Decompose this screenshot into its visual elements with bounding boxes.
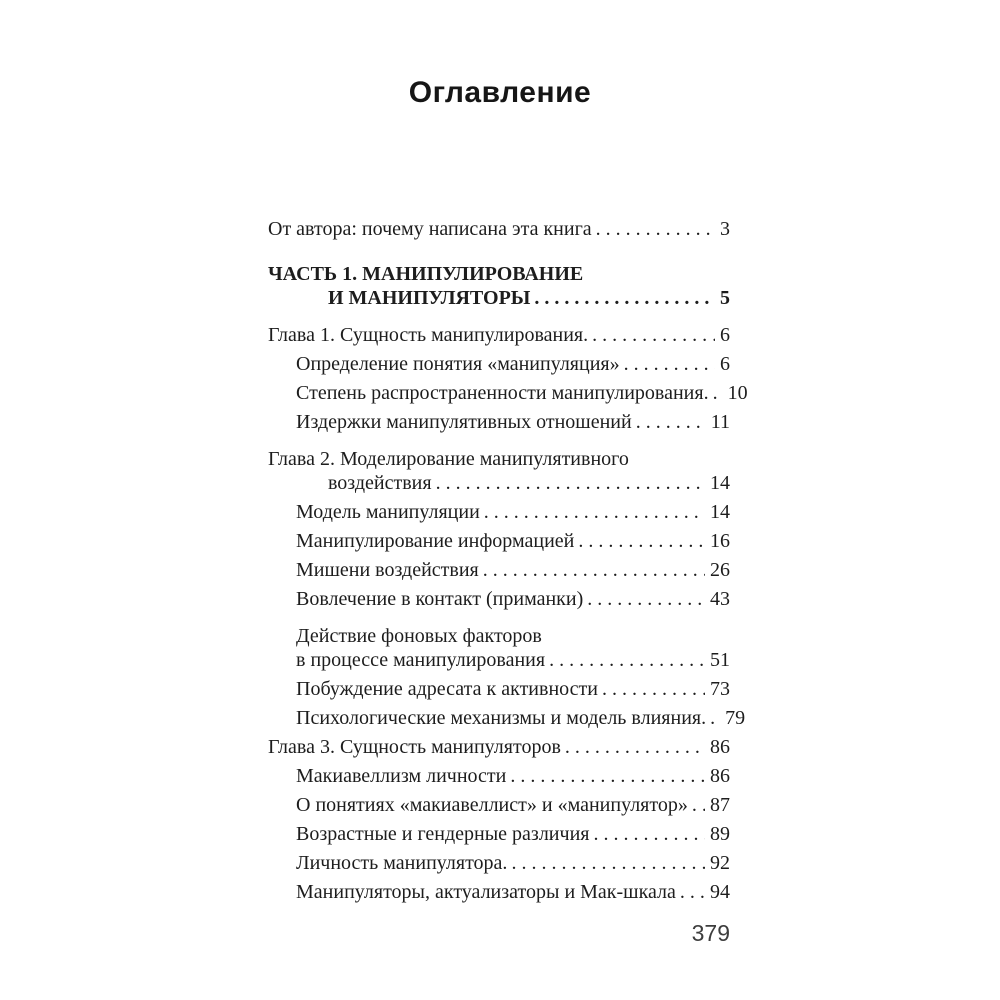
entry-label: Макиавеллизм личности bbox=[296, 765, 507, 787]
entry-page-number: 86 bbox=[710, 736, 730, 758]
toc-entry bbox=[268, 558, 730, 582]
entry-page-number: 87 bbox=[710, 794, 730, 816]
dot-leader bbox=[506, 764, 705, 788]
dot-leader bbox=[480, 500, 705, 524]
toc-entry bbox=[268, 587, 730, 611]
toc-entry bbox=[268, 677, 730, 701]
entry-page-number: 5 bbox=[720, 287, 730, 309]
toc-line bbox=[268, 624, 730, 648]
entry-page-number: 79 bbox=[725, 707, 746, 729]
toc-line bbox=[268, 587, 730, 611]
dot-leader bbox=[561, 735, 705, 759]
toc-line bbox=[268, 500, 730, 524]
toc-entry bbox=[268, 381, 748, 405]
toc-entry bbox=[268, 410, 730, 434]
toc-line bbox=[268, 880, 730, 904]
toc-entry bbox=[268, 764, 730, 788]
entry-label: Личность манипулятора. bbox=[296, 852, 508, 874]
toc-line bbox=[268, 764, 730, 788]
entry-label: О понятиях «макиавеллист» и «манипулятор» bbox=[296, 794, 688, 816]
toc-line bbox=[268, 410, 730, 434]
dot-leader bbox=[545, 648, 705, 672]
entry-page-number: 14 bbox=[710, 472, 730, 494]
dot-leader bbox=[507, 851, 705, 875]
toc-entry bbox=[268, 262, 730, 310]
entry-page-number: 6 bbox=[720, 353, 730, 375]
toc-entry bbox=[268, 735, 730, 759]
toc-line bbox=[268, 217, 730, 241]
entry-label: в процессе манипулирования bbox=[296, 649, 546, 671]
entry-page-number: 26 bbox=[710, 559, 730, 581]
entry-label: Действие фоновых факторов bbox=[296, 625, 542, 647]
toc-line bbox=[268, 735, 730, 759]
entry-label: Побуждение адресата к активности bbox=[296, 678, 598, 700]
dot-leader bbox=[583, 587, 705, 611]
dot-leader bbox=[709, 381, 723, 405]
entry-page-number: 6 bbox=[720, 324, 730, 346]
toc-entry bbox=[268, 793, 730, 817]
toc-line bbox=[268, 323, 730, 347]
dot-leader bbox=[676, 880, 705, 904]
toc-entry bbox=[268, 352, 730, 376]
dot-leader bbox=[598, 677, 705, 701]
toc-line bbox=[268, 706, 746, 730]
dot-leader bbox=[574, 529, 705, 553]
entry-label: Глава 2. Моделирование манипулятивного bbox=[268, 448, 629, 470]
entry-label: воздействия bbox=[328, 472, 432, 494]
toc-line bbox=[268, 822, 730, 846]
dot-leader bbox=[632, 410, 706, 434]
dot-leader bbox=[588, 323, 715, 347]
entry-label: Манипуляторы, актуализаторы и Мак-шкала bbox=[296, 881, 676, 903]
entry-label: Мишени воздействия bbox=[296, 559, 479, 581]
entry-page-number: 11 bbox=[710, 411, 730, 433]
entry-page-number: 89 bbox=[710, 823, 730, 845]
toc-entry bbox=[268, 529, 730, 553]
toc-entry bbox=[268, 447, 730, 495]
entry-page-number: 10 bbox=[727, 382, 748, 404]
toc-entry bbox=[268, 706, 746, 730]
entry-label: Психологические механизмы и модель влияния. bbox=[296, 707, 707, 729]
entry-label: И МАНИПУЛЯТОРЫ bbox=[328, 287, 531, 309]
toc-list bbox=[268, 217, 748, 904]
entry-label: Степень распространенности манипулирования. bbox=[296, 382, 709, 404]
entry-page-number: 3 bbox=[720, 218, 730, 240]
dot-leader bbox=[620, 352, 715, 376]
entry-label: Глава 1. Сущность манипулирования. bbox=[268, 324, 589, 346]
toc-line bbox=[268, 471, 730, 495]
toc-line bbox=[268, 352, 730, 376]
dot-leader bbox=[706, 706, 720, 730]
entry-label: Определение понятия «манипуляция» bbox=[296, 353, 620, 375]
toc-line bbox=[268, 381, 748, 405]
toc-entry bbox=[268, 851, 730, 875]
entry-label: Возрастные и гендерные различия bbox=[296, 823, 590, 845]
page-title: Оглавление bbox=[408, 76, 592, 109]
dot-leader bbox=[688, 793, 705, 817]
toc-entry bbox=[268, 880, 730, 904]
toc-line bbox=[268, 529, 730, 553]
entry-label: Издержки манипулятивных отношений bbox=[296, 411, 632, 433]
dot-leader bbox=[530, 286, 715, 310]
entry-page-number: 86 bbox=[710, 765, 730, 787]
entry-label: От автора: почему написана эта книга bbox=[268, 218, 592, 240]
toc-entry bbox=[268, 822, 730, 846]
toc-line bbox=[268, 793, 730, 817]
dot-leader bbox=[479, 558, 705, 582]
toc-line bbox=[268, 558, 730, 582]
entry-page-number: 14 bbox=[710, 501, 730, 523]
dot-leader bbox=[592, 217, 715, 241]
toc-line bbox=[268, 677, 730, 701]
toc-line bbox=[268, 851, 730, 875]
toc-entry bbox=[268, 217, 730, 241]
entry-page-number: 73 bbox=[710, 678, 730, 700]
toc-line bbox=[268, 262, 730, 286]
toc-line bbox=[268, 648, 730, 672]
entry-label: Модель манипуляции bbox=[296, 501, 480, 523]
toc-entry bbox=[268, 624, 730, 672]
entry-page-number: 94 bbox=[710, 881, 730, 903]
entry-page-number: 43 bbox=[710, 588, 730, 610]
entry-label: Вовлечение в контакт (приманки) bbox=[296, 588, 584, 610]
dot-leader bbox=[432, 471, 705, 495]
toc-line bbox=[268, 286, 730, 310]
toc-entry bbox=[268, 323, 730, 347]
toc-entry bbox=[268, 500, 730, 524]
entry-page-number: 92 bbox=[710, 852, 730, 874]
entry-label: ЧАСТЬ 1. МАНИПУЛИРОВАНИЕ bbox=[268, 263, 584, 285]
entry-page-number: 16 bbox=[710, 530, 730, 552]
folio-page-number: 379 bbox=[691, 920, 730, 946]
entry-label: Глава 3. Сущность манипуляторов bbox=[268, 736, 561, 758]
entry-label: Манипулирование информацией bbox=[296, 530, 575, 552]
toc-line bbox=[268, 447, 730, 471]
dot-leader bbox=[589, 822, 705, 846]
entry-page-number: 51 bbox=[710, 649, 730, 671]
